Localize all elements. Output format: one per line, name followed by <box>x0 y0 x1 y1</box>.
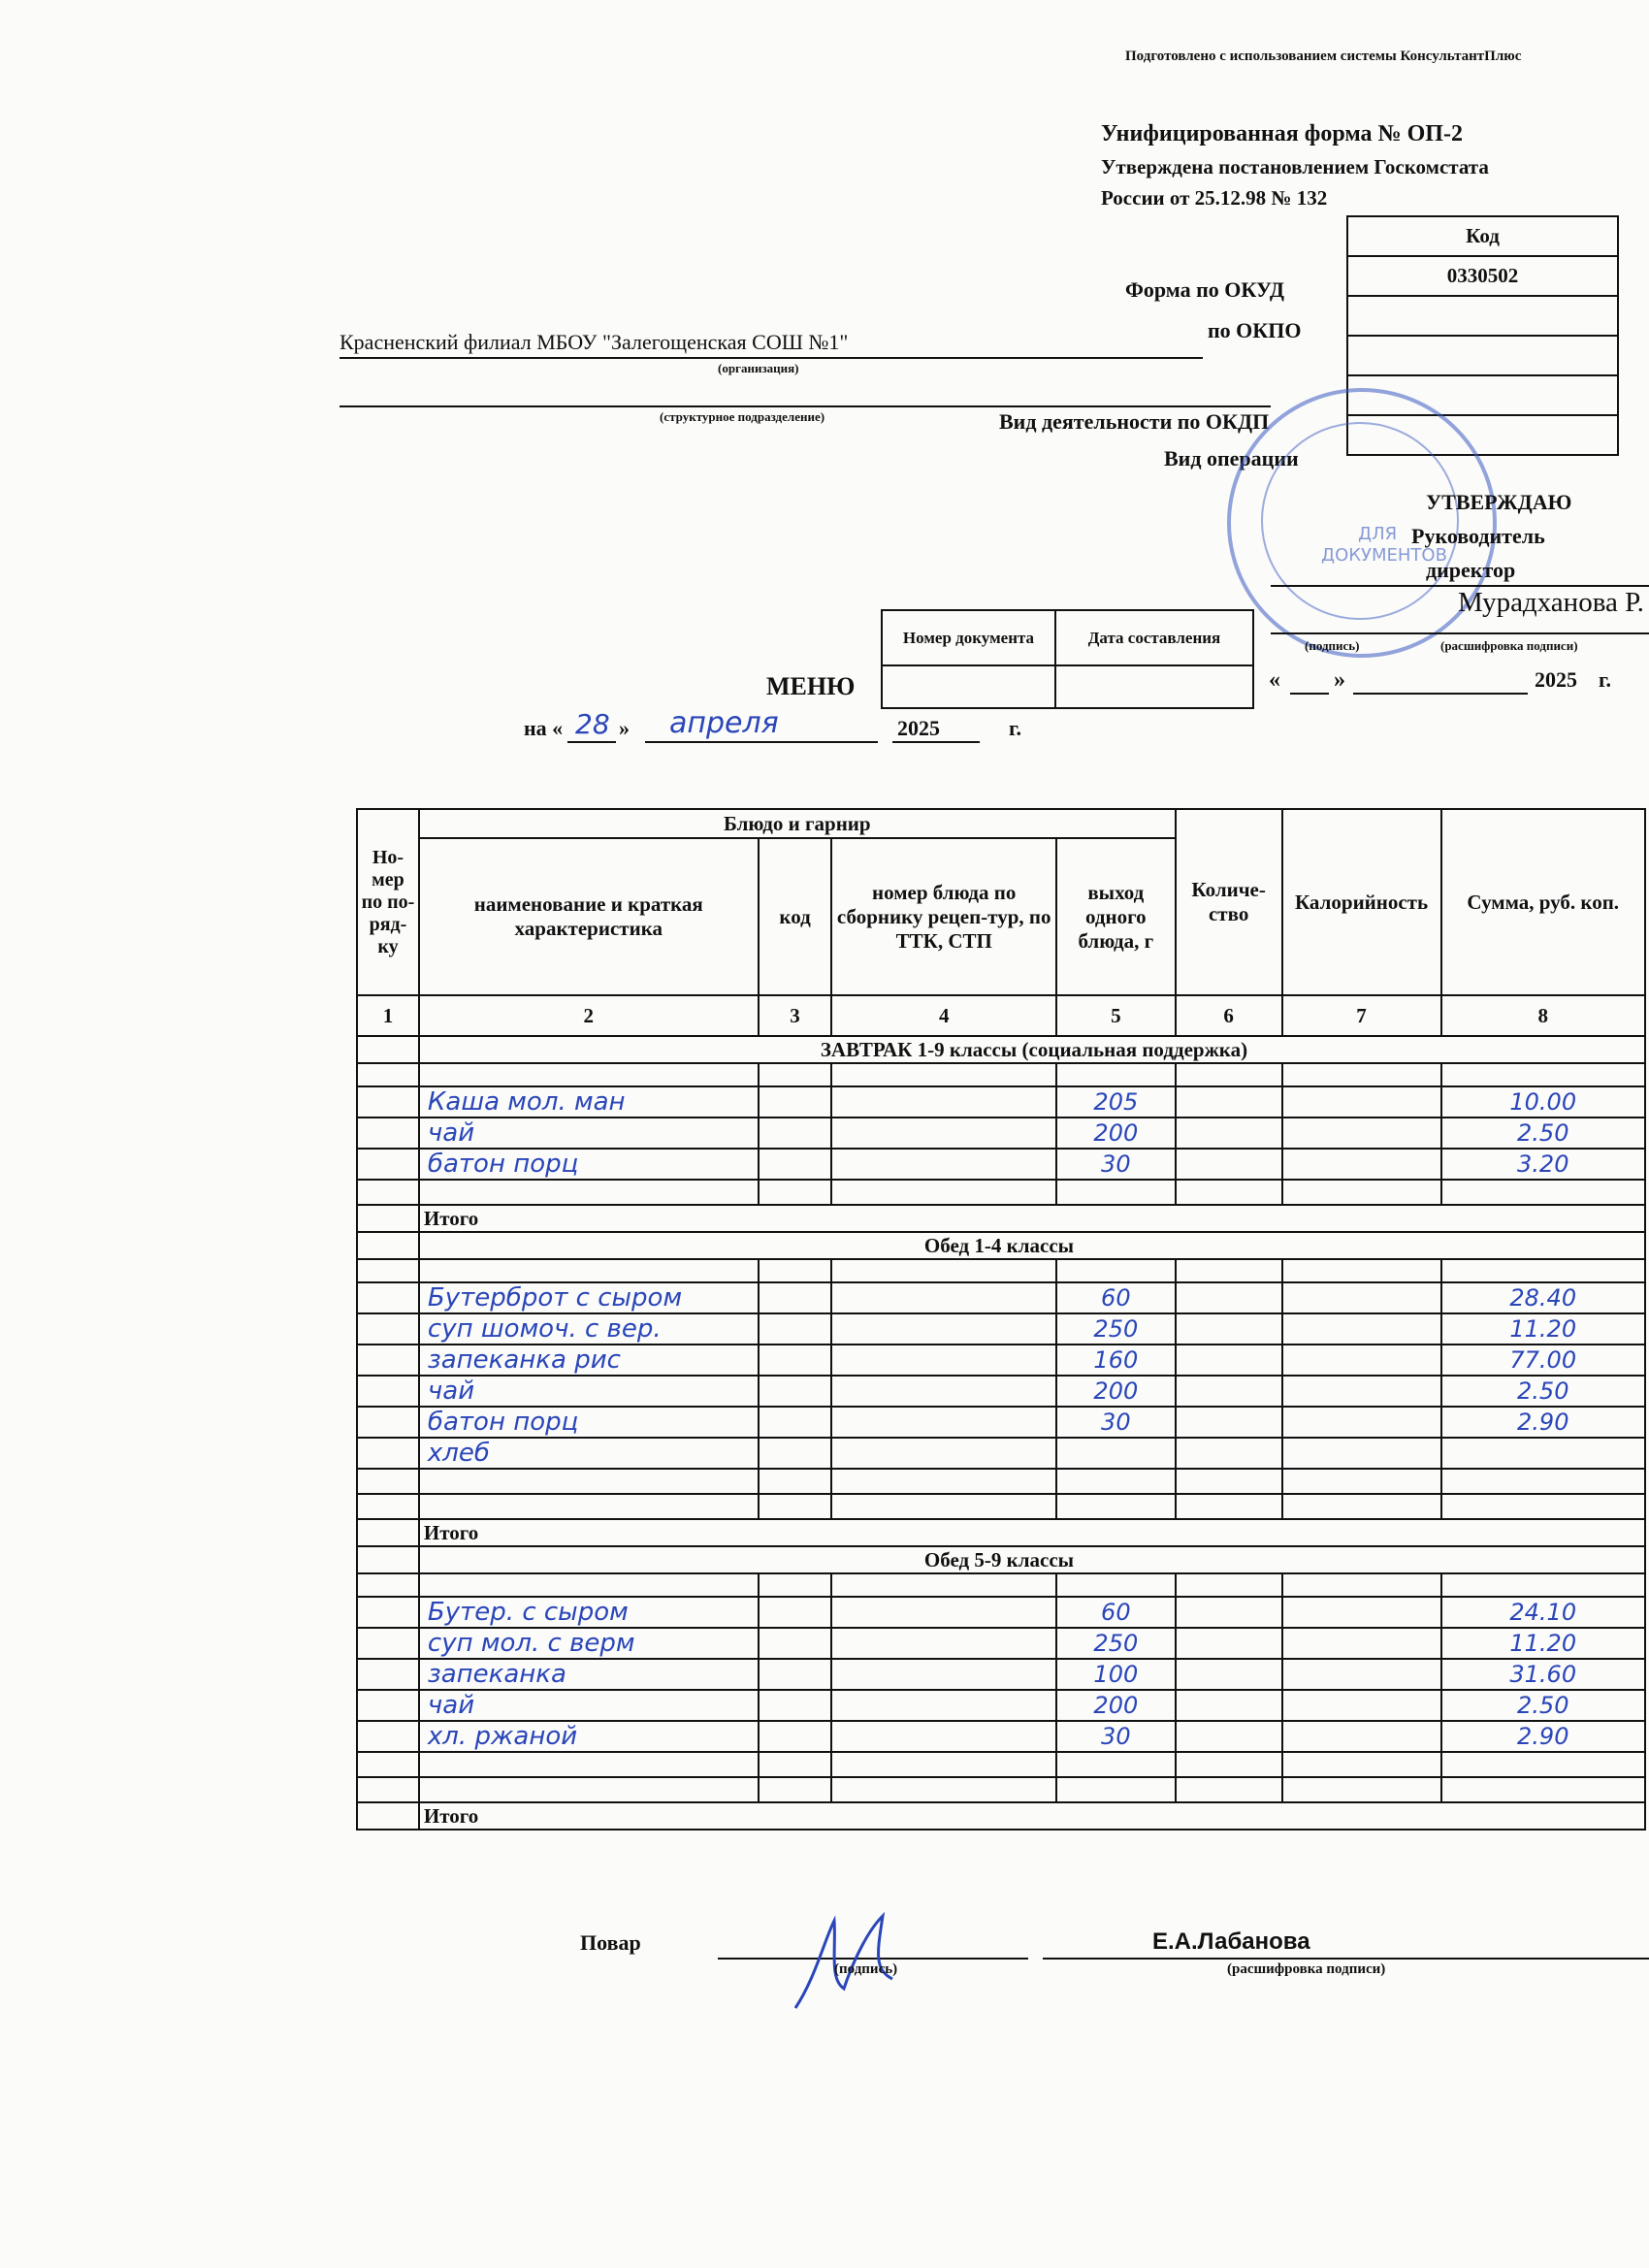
table-cell <box>1056 1259 1176 1282</box>
table-cell <box>831 1180 1055 1205</box>
table-cell <box>1282 1282 1441 1313</box>
dish-sum: 10.00 <box>1441 1086 1646 1118</box>
cook-signature-caption: (подпись) <box>834 1961 898 1977</box>
form-title: Унифицированная форма № ОП-2 <box>1101 121 1463 146</box>
table-cell <box>419 1494 759 1519</box>
dish-group-header: Блюдо и гарнир <box>419 809 1176 838</box>
table-cell <box>357 1313 419 1345</box>
table-cell <box>419 1469 759 1494</box>
document-box <box>881 609 1254 709</box>
table-cell <box>1056 1494 1176 1519</box>
dish-name: суп мол. с верм <box>419 1628 759 1659</box>
table-cell <box>1282 1063 1441 1086</box>
dish-yield: 30 <box>1056 1149 1176 1180</box>
table-cell <box>357 1118 419 1149</box>
table-cell <box>759 1721 832 1752</box>
table-cell <box>1176 1376 1282 1407</box>
table-row <box>357 1438 1645 1469</box>
table-cell <box>831 1282 1055 1313</box>
dish-name: Бутерброт с сыром <box>419 1282 759 1313</box>
dish-name: батон порц <box>419 1149 759 1180</box>
table-cell <box>1282 1376 1441 1407</box>
table-row <box>357 1149 1645 1180</box>
table-cell <box>1176 1597 1282 1628</box>
approval-decoding-caption: (расшифровка подписи) <box>1440 638 1578 653</box>
table-cell <box>357 1376 419 1407</box>
col-number-2: 2 <box>419 995 759 1036</box>
table-row <box>357 1628 1645 1659</box>
table-cell <box>357 1232 419 1259</box>
table-row <box>357 1376 1645 1407</box>
table-cell <box>1282 1628 1441 1659</box>
empty-row <box>357 1494 1645 1519</box>
dish-name: суп шомоч. с вер. <box>419 1313 759 1345</box>
approval-title: УТВЕРЖДАЮ <box>1426 490 1572 514</box>
empty-row <box>357 1180 1645 1205</box>
table-cell <box>1282 1690 1441 1721</box>
doc-date-label: Дата составления <box>1055 610 1253 665</box>
total-row <box>357 1205 1645 1232</box>
dish-yield: 250 <box>1056 1313 1176 1345</box>
table-cell <box>759 1469 832 1494</box>
table-cell <box>831 1086 1055 1118</box>
table-cell <box>1176 1752 1282 1777</box>
table-cell <box>759 1086 832 1118</box>
table-cell <box>1441 1063 1646 1086</box>
table-cell <box>419 1777 759 1802</box>
dish-yield: 60 <box>1056 1282 1176 1313</box>
cook-name: Е.А.Лабанова <box>1152 1928 1310 1955</box>
table-cell <box>357 1086 419 1118</box>
table-cell <box>759 1752 832 1777</box>
col-number-8: 8 <box>1441 995 1646 1036</box>
table-cell <box>419 1752 759 1777</box>
table-cell <box>759 1494 832 1519</box>
table-row <box>357 1690 1645 1721</box>
table-cell <box>357 1546 419 1573</box>
table-cell <box>759 1180 832 1205</box>
section-title-row <box>357 1036 1645 1063</box>
table-cell <box>759 1690 832 1721</box>
table-cell <box>759 1597 832 1628</box>
consultant-note: Подготовлено с использованием системы КонсультантПлюс <box>1125 49 1522 64</box>
table-cell <box>759 1259 832 1282</box>
table-cell <box>831 1628 1055 1659</box>
table-cell <box>1176 1259 1282 1282</box>
okpo-value <box>1347 296 1618 336</box>
dish-name: запеканка <box>419 1659 759 1690</box>
subdivision-caption: (структурное подразделение) <box>660 409 825 424</box>
dish-name: хл. ржаной <box>419 1721 759 1752</box>
menu-day: 28 <box>575 708 610 740</box>
table-cell <box>1176 1628 1282 1659</box>
dish-name: батон порц <box>419 1407 759 1438</box>
table-cell <box>357 1519 419 1546</box>
empty-row <box>357 1752 1645 1777</box>
col-number-4: 4 <box>831 995 1055 1036</box>
table-row <box>357 1659 1645 1690</box>
dish-yield: 100 <box>1056 1659 1176 1690</box>
table-cell <box>419 1259 759 1282</box>
stamp-text-2: ДОКУМЕНТОВ <box>1321 545 1447 566</box>
table-row <box>357 1721 1645 1752</box>
table-cell <box>1282 1313 1441 1345</box>
dish-sum: 3.20 <box>1441 1149 1646 1180</box>
total-label: Итого <box>419 1519 1645 1546</box>
section-title: ЗАВТРАК 1-9 классы (социальная поддержка) <box>419 1036 1645 1063</box>
approved-line-2: России от 25.12.98 № 132 <box>1101 186 1328 210</box>
approval-day-line <box>1290 693 1329 695</box>
table-cell <box>357 1063 419 1086</box>
stamp-text-1: ДЛЯ <box>1358 524 1398 544</box>
approval-signature-caption: (подпись) <box>1305 638 1360 653</box>
col-number-6: 6 <box>1176 995 1282 1036</box>
table-cell <box>759 1063 832 1086</box>
table-cell <box>1282 1752 1441 1777</box>
table-cell <box>357 1438 419 1469</box>
table-cell <box>831 1573 1055 1597</box>
table-cell <box>1176 1063 1282 1086</box>
table-cell <box>1282 1597 1441 1628</box>
col-number-5: 5 <box>1056 995 1176 1036</box>
table-cell <box>1056 1469 1176 1494</box>
dish-sum <box>1441 1438 1646 1469</box>
table-cell <box>1176 1494 1282 1519</box>
dish-sum: 77.00 <box>1441 1345 1646 1376</box>
col-name-header: наименование и краткая характеристика <box>419 838 759 995</box>
table-cell <box>759 1345 832 1376</box>
okpo-label: по ОКПО <box>1208 318 1302 342</box>
table-cell <box>759 1118 832 1149</box>
table-row <box>357 1282 1645 1313</box>
section-title: Обед 5-9 классы <box>419 1546 1645 1573</box>
menu-close-quote: » <box>619 716 630 740</box>
menu-title: МЕНЮ <box>766 672 856 700</box>
table-cell <box>1176 1690 1282 1721</box>
okud-label: Форма по ОКУД <box>1125 277 1284 302</box>
spacer-row <box>357 1063 1645 1086</box>
table-cell <box>1176 1313 1282 1345</box>
dish-yield: 30 <box>1056 1721 1176 1752</box>
table-cell <box>357 1573 419 1597</box>
table-cell <box>1282 1345 1441 1376</box>
table-cell <box>1441 1180 1646 1205</box>
dish-name: чай <box>419 1376 759 1407</box>
table-cell <box>1441 1752 1646 1777</box>
table-cell <box>759 1407 832 1438</box>
menu-year: 2025 <box>897 716 940 740</box>
dish-sum: 2.50 <box>1441 1690 1646 1721</box>
table-cell <box>1282 1118 1441 1149</box>
cook-decoding-caption: (расшифровка подписи) <box>1227 1961 1386 1977</box>
doc-number-value <box>882 665 1055 708</box>
dish-name: чай <box>419 1690 759 1721</box>
menu-year-line <box>892 741 980 743</box>
table-row <box>357 1407 1645 1438</box>
table-cell <box>759 1149 832 1180</box>
table-cell <box>831 1118 1055 1149</box>
col-number-1: 1 <box>357 995 419 1036</box>
dish-yield: 200 <box>1056 1376 1176 1407</box>
dish-sum: 2.90 <box>1441 1407 1646 1438</box>
table-cell <box>357 1628 419 1659</box>
table-row <box>357 1597 1645 1628</box>
table-cell <box>1441 1573 1646 1597</box>
empty-row <box>357 1777 1645 1802</box>
col-recipe-header: номер блюда по сборнику рецеп-тур, по ТТК, СТП <box>831 838 1055 995</box>
table-cell <box>831 1469 1055 1494</box>
approval-position: директор <box>1426 558 1516 582</box>
dish-name: запеканка рис <box>419 1345 759 1376</box>
table-cell <box>1176 1469 1282 1494</box>
table-cell <box>357 1205 419 1232</box>
table-cell <box>1176 1345 1282 1376</box>
table-cell <box>357 1345 419 1376</box>
table-row <box>357 1118 1645 1149</box>
table-cell <box>1282 1180 1441 1205</box>
dish-sum: 11.20 <box>1441 1628 1646 1659</box>
code-header: Код <box>1347 216 1618 256</box>
dish-sum: 11.20 <box>1441 1313 1646 1345</box>
okpo-value-2 <box>1347 336 1618 375</box>
table-cell <box>1176 1149 1282 1180</box>
table-cell <box>357 1752 419 1777</box>
okud-value: 0330502 <box>1347 256 1618 296</box>
table-cell <box>419 1063 759 1086</box>
table-cell <box>759 1628 832 1659</box>
subdivision-underline <box>340 405 1271 407</box>
table-cell <box>1056 1752 1176 1777</box>
table-cell <box>357 1690 419 1721</box>
table-cell <box>1176 1086 1282 1118</box>
approval-role: Руководитель <box>1411 524 1545 548</box>
col-cal-header: Калорийность <box>1282 809 1441 995</box>
approved-line-1: Утверждена постановлением Госкомстата <box>1101 155 1489 178</box>
empty-row <box>357 1469 1645 1494</box>
menu-day-line <box>567 741 616 743</box>
total-label: Итого <box>419 1205 1645 1232</box>
table-cell <box>1056 1573 1176 1597</box>
operation-label: Вид операции <box>1164 446 1299 470</box>
table-cell <box>1282 1438 1441 1469</box>
table-cell <box>1176 1118 1282 1149</box>
table-cell <box>419 1180 759 1205</box>
dish-sum: 2.50 <box>1441 1376 1646 1407</box>
table-cell <box>759 1573 832 1597</box>
dish-sum: 28.40 <box>1441 1282 1646 1313</box>
dish-yield: 60 <box>1056 1597 1176 1628</box>
approval-name: Мурадханова Р. <box>1458 587 1644 618</box>
table-cell <box>1176 1721 1282 1752</box>
dish-sum: 31.60 <box>1441 1659 1646 1690</box>
table-cell <box>1441 1777 1646 1802</box>
menu-table-body <box>357 1036 1645 1830</box>
table-cell <box>831 1494 1055 1519</box>
dish-yield: 250 <box>1056 1628 1176 1659</box>
table-cell <box>759 1659 832 1690</box>
table-cell <box>1282 1777 1441 1802</box>
dish-sum: 2.90 <box>1441 1721 1646 1752</box>
dish-yield: 200 <box>1056 1118 1176 1149</box>
table-cell <box>419 1573 759 1597</box>
table-cell <box>831 1690 1055 1721</box>
table-cell <box>831 1149 1055 1180</box>
dish-name: хлеб <box>419 1438 759 1469</box>
table-cell <box>1176 1180 1282 1205</box>
table-row <box>357 1345 1645 1376</box>
dish-yield <box>1056 1438 1176 1469</box>
approval-year: 2025 <box>1535 667 1577 692</box>
doc-date-value <box>1055 665 1253 708</box>
menu-table <box>356 808 1646 1831</box>
table-cell <box>831 1376 1055 1407</box>
section-title-row <box>357 1546 1645 1573</box>
table-cell <box>1176 1438 1282 1469</box>
table-cell <box>357 1180 419 1205</box>
table-cell <box>1282 1407 1441 1438</box>
table-cell <box>357 1777 419 1802</box>
organization-caption: (организация) <box>718 361 799 375</box>
table-cell <box>831 1721 1055 1752</box>
menu-month: апреля <box>669 706 779 740</box>
table-cell <box>1176 1282 1282 1313</box>
approval-signature-line <box>1271 632 1649 634</box>
table-cell <box>1176 1777 1282 1802</box>
dish-yield: 200 <box>1056 1690 1176 1721</box>
col-num-header: Но-мер по по-ряд-ку <box>357 809 419 995</box>
table-cell <box>759 1313 832 1345</box>
table-cell <box>1282 1721 1441 1752</box>
cook-label: Повар <box>580 1930 641 1955</box>
spacer-row <box>357 1259 1645 1282</box>
table-cell <box>1441 1494 1646 1519</box>
col-yield-header: выход одного блюда, г <box>1056 838 1176 995</box>
dish-name: чай <box>419 1118 759 1149</box>
table-cell <box>357 1282 419 1313</box>
table-cell <box>357 1597 419 1628</box>
table-cell <box>831 1659 1055 1690</box>
dish-name: Бутер. с сыром <box>419 1597 759 1628</box>
table-cell <box>357 1036 419 1063</box>
table-cell <box>1282 1149 1441 1180</box>
cook-signature <box>776 1901 922 2018</box>
table-cell <box>831 1063 1055 1086</box>
organization-stamp-inner <box>1261 422 1459 620</box>
dish-sum: 2.50 <box>1441 1118 1646 1149</box>
doc-number-label: Номер документа <box>882 610 1055 665</box>
table-cell <box>831 1259 1055 1282</box>
table-cell <box>1282 1469 1441 1494</box>
table-cell <box>357 1721 419 1752</box>
table-cell <box>831 1777 1055 1802</box>
table-cell <box>357 1469 419 1494</box>
table-cell <box>1282 1659 1441 1690</box>
menu-on-label: на « <box>524 716 564 740</box>
okdp-label: Вид деятельности по ОКДП <box>999 409 1270 434</box>
approval-year-suffix: г. <box>1599 667 1612 692</box>
dish-yield: 160 <box>1056 1345 1176 1376</box>
section-title: Обед 1-4 классы <box>419 1232 1645 1259</box>
total-row <box>357 1519 1645 1546</box>
approval-month-line <box>1353 693 1528 695</box>
col-qty-header: Количе-ство <box>1176 809 1282 995</box>
table-cell <box>831 1345 1055 1376</box>
table-cell <box>1282 1259 1441 1282</box>
table-cell <box>831 1313 1055 1345</box>
table-cell <box>357 1149 419 1180</box>
approval-date-mid: » <box>1334 667 1345 693</box>
col-number-7: 7 <box>1282 995 1441 1036</box>
table-cell <box>1441 1469 1646 1494</box>
dish-name: Каша мол. ман <box>419 1086 759 1118</box>
col-code-header: код <box>759 838 832 995</box>
col-sum-header: Сумма, руб. коп. <box>1441 809 1646 995</box>
spacer-row <box>357 1573 1645 1597</box>
table-cell <box>357 1802 419 1830</box>
table-cell <box>1282 1573 1441 1597</box>
table-cell <box>1441 1259 1646 1282</box>
table-cell <box>831 1597 1055 1628</box>
table-cell <box>357 1494 419 1519</box>
organization-name: Красненский филиал МБОУ "Залегощенская СОШ №1" <box>340 330 849 354</box>
section-title-row <box>357 1232 1645 1259</box>
table-cell <box>759 1282 832 1313</box>
table-cell <box>357 1659 419 1690</box>
table-cell <box>759 1438 832 1469</box>
total-label: Итого <box>419 1802 1645 1830</box>
approval-date-open: « <box>1269 667 1280 693</box>
total-row <box>357 1802 1645 1830</box>
table-cell <box>1176 1407 1282 1438</box>
dish-yield: 30 <box>1056 1407 1176 1438</box>
dish-sum: 24.10 <box>1441 1597 1646 1628</box>
table-cell <box>1056 1063 1176 1086</box>
table-cell <box>1056 1180 1176 1205</box>
cook-decoding-line <box>1043 1958 1649 1960</box>
table-cell <box>759 1777 832 1802</box>
table-cell <box>831 1407 1055 1438</box>
col-number-3: 3 <box>759 995 832 1036</box>
menu-year-suffix: г. <box>1009 716 1022 740</box>
table-cell <box>831 1438 1055 1469</box>
table-cell <box>1176 1659 1282 1690</box>
table-cell <box>1176 1573 1282 1597</box>
table-cell <box>357 1407 419 1438</box>
organization-underline <box>340 357 1203 359</box>
table-cell <box>831 1752 1055 1777</box>
dish-yield: 205 <box>1056 1086 1176 1118</box>
table-cell <box>759 1376 832 1407</box>
menu-month-line <box>645 741 878 743</box>
table-cell <box>1282 1086 1441 1118</box>
table-cell <box>1282 1494 1441 1519</box>
table-row <box>357 1313 1645 1345</box>
table-row <box>357 1086 1645 1118</box>
table-cell <box>357 1259 419 1282</box>
table-cell <box>1056 1777 1176 1802</box>
